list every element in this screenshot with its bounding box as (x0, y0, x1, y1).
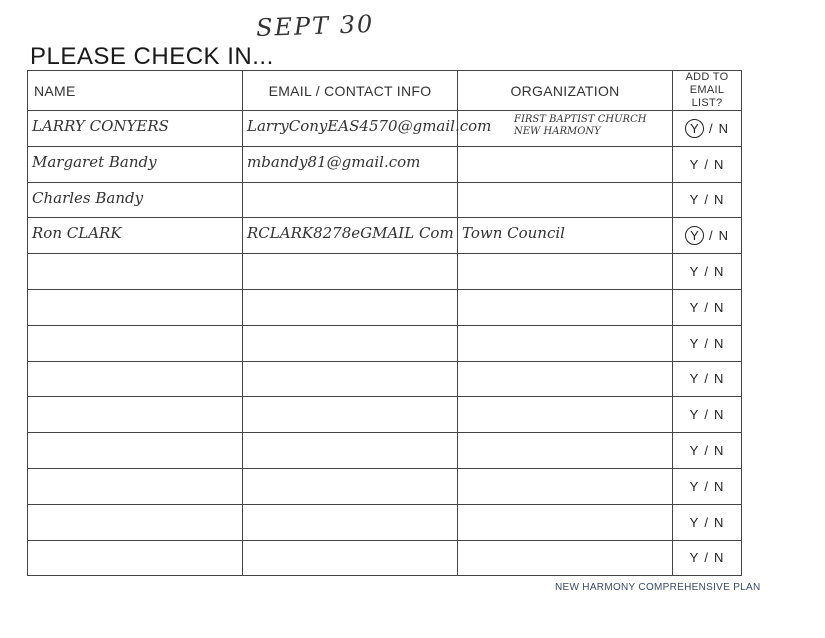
table-row (28, 289, 742, 325)
email-list-choice[interactable] (673, 504, 742, 540)
cell-email[interactable] (243, 218, 458, 254)
yes-option[interactable]: Y (689, 550, 700, 566)
cell-email[interactable] (243, 325, 458, 361)
cell-name[interactable] (28, 504, 243, 540)
choice-separator: / (704, 335, 709, 351)
email-list-choice[interactable] (673, 111, 742, 147)
choice-separator: / (704, 443, 709, 459)
cell-name[interactable] (28, 540, 243, 576)
handwritten-organization: FIRST BAPTIST CHURCH NEW HARMONY (514, 114, 647, 137)
cell-name[interactable] (28, 433, 243, 469)
table-row (28, 361, 742, 397)
choice-separator: / (704, 299, 709, 315)
cell-organization[interactable] (458, 325, 673, 361)
header-add-to-email-list: ADD TO EMAIL LIST? (673, 71, 742, 111)
cell-email[interactable] (243, 289, 458, 325)
email-list-choice[interactable] (673, 540, 742, 576)
cell-email[interactable] (243, 468, 458, 504)
no-option[interactable]: N (713, 514, 725, 530)
table-row (28, 433, 742, 469)
cell-organization[interactable] (458, 433, 673, 469)
handwritten-name: Charles Bandy (32, 188, 144, 207)
email-list-choice[interactable] (673, 468, 742, 504)
table-row (28, 182, 742, 218)
handwritten-email: RCLARK8278eGMAIL Com (247, 224, 454, 243)
cell-organization[interactable] (458, 146, 673, 182)
yes-option[interactable]: Y (689, 156, 700, 172)
no-option[interactable]: N (718, 120, 729, 136)
email-list-choice[interactable] (673, 433, 742, 469)
no-option[interactable]: N (713, 156, 725, 172)
yes-option[interactable]: Y (689, 478, 700, 494)
cell-email[interactable] (243, 504, 458, 540)
cell-name[interactable] (28, 182, 243, 218)
no-option[interactable]: N (713, 550, 725, 566)
no-option[interactable]: N (718, 228, 729, 244)
handwritten-name: Margaret Bandy (32, 152, 157, 171)
email-list-choice[interactable] (673, 254, 742, 290)
check-in-table (27, 70, 742, 576)
header-name: NAME (28, 71, 243, 111)
choice-separator: / (708, 228, 714, 244)
no-option[interactable]: N (713, 371, 725, 387)
no-option[interactable]: N (713, 299, 725, 315)
cell-email[interactable] (243, 254, 458, 290)
table-body (28, 111, 742, 576)
yes-option[interactable]: Y (689, 371, 700, 387)
table-row (28, 111, 742, 147)
no-option[interactable]: N (713, 407, 725, 423)
cell-name[interactable] (28, 468, 243, 504)
email-list-choice[interactable] (673, 289, 742, 325)
no-option[interactable]: N (713, 264, 725, 280)
table-row (28, 397, 742, 433)
handwritten-email: mbandy81@gmail.com (247, 152, 421, 171)
cell-email[interactable] (243, 182, 458, 218)
cell-email[interactable] (243, 433, 458, 469)
no-option[interactable]: N (713, 192, 725, 208)
handwritten-email: LarryConyEAS4570@gmail.com (247, 117, 492, 135)
email-list-choice[interactable] (673, 218, 742, 254)
cell-organization[interactable] (458, 540, 673, 576)
table-header-row (28, 71, 742, 111)
cell-name[interactable] (28, 325, 243, 361)
no-option[interactable]: N (713, 443, 725, 459)
cell-name[interactable] (28, 111, 243, 147)
header-email: EMAIL / CONTACT INFO (243, 71, 458, 111)
cell-organization[interactable] (458, 397, 673, 433)
header-organization: ORGANIZATION (458, 71, 673, 111)
cell-name[interactable] (28, 361, 243, 397)
email-list-choice[interactable] (673, 361, 742, 397)
cell-organization[interactable] (458, 182, 673, 218)
cell-organization[interactable] (458, 289, 673, 325)
choice-separator: / (704, 514, 709, 530)
table-row (28, 325, 742, 361)
footer-label: NEW HARMONY COMPREHENSIVE PLAN (555, 582, 761, 593)
table-row (28, 146, 742, 182)
email-list-choice[interactable] (673, 182, 742, 218)
choice-separator: / (704, 478, 709, 494)
choice-separator: / (708, 120, 714, 136)
yes-option[interactable]: Y (689, 299, 700, 315)
cell-name[interactable] (28, 254, 243, 290)
yes-option[interactable]: Y (685, 226, 704, 245)
cell-email[interactable] (243, 540, 458, 576)
cell-email[interactable] (243, 111, 492, 147)
table-row (28, 468, 742, 504)
cell-name[interactable] (28, 146, 243, 182)
table-row (28, 218, 742, 254)
yes-option[interactable]: Y (689, 514, 700, 530)
cell-organization[interactable] (458, 361, 673, 397)
cell-organization[interactable] (458, 468, 673, 504)
cell-email[interactable] (243, 361, 458, 397)
handwritten-date: SEPT 30 (255, 9, 375, 43)
email-list-choice[interactable] (673, 397, 742, 433)
email-list-choice[interactable] (673, 146, 742, 182)
choice-separator: / (704, 192, 709, 208)
choice-separator: / (704, 371, 709, 387)
cell-organization[interactable] (458, 254, 673, 290)
cell-name[interactable] (28, 397, 243, 433)
choice-separator: / (704, 264, 709, 280)
yes-option[interactable]: Y (689, 192, 700, 208)
no-option[interactable]: N (713, 478, 725, 494)
handwritten-name: LARRY CONYERS (32, 117, 169, 135)
choice-separator: / (704, 550, 709, 566)
yes-option[interactable]: Y (689, 443, 700, 459)
cell-email[interactable] (243, 397, 458, 433)
cell-name[interactable] (28, 289, 243, 325)
no-option[interactable]: N (713, 335, 725, 351)
handwritten-organization: Town Council (462, 224, 565, 243)
email-list-choice[interactable] (673, 325, 742, 361)
page-title: PLEASE CHECK IN... (30, 43, 274, 70)
sign-in-sheet (27, 70, 741, 569)
yes-option[interactable]: Y (689, 407, 700, 423)
handwritten-name: Ron CLARK (32, 224, 122, 243)
cell-email[interactable] (243, 146, 458, 182)
cell-organization[interactable] (458, 218, 673, 254)
yes-option[interactable]: Y (689, 335, 700, 351)
yes-option[interactable]: Y (685, 119, 704, 138)
table-row (28, 254, 742, 290)
yes-option[interactable]: Y (689, 264, 700, 280)
choice-separator: / (704, 407, 709, 423)
cell-organization[interactable] (458, 111, 673, 147)
cell-organization[interactable] (458, 504, 673, 540)
choice-separator: / (704, 156, 709, 172)
cell-name[interactable] (28, 218, 243, 254)
table-row (28, 540, 742, 576)
table-row (28, 504, 742, 540)
